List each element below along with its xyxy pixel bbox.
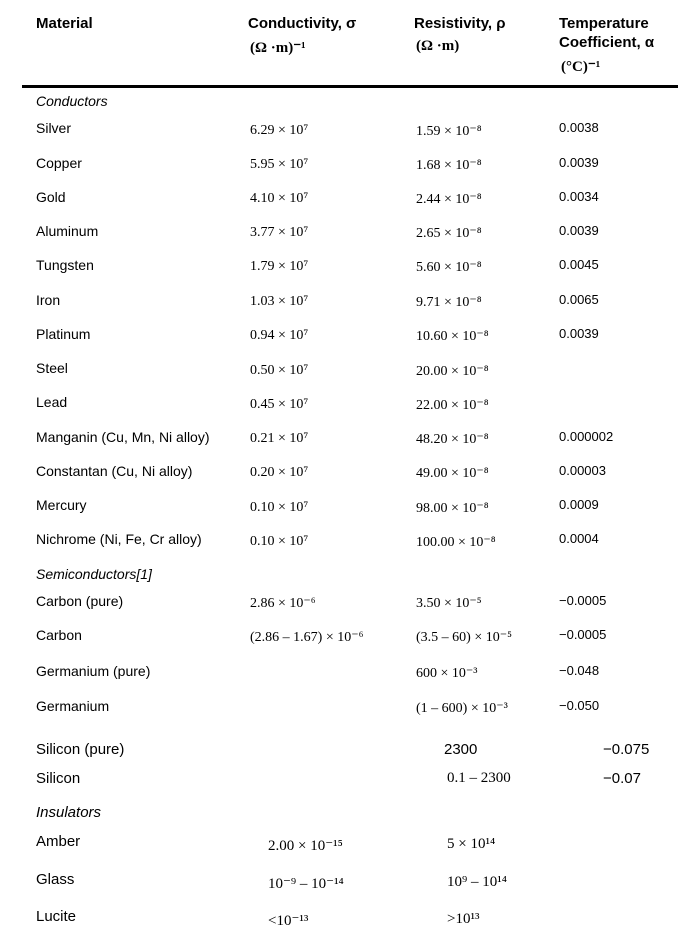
alpha-cell: 0.0009	[559, 497, 599, 512]
conductivity-cell: 1.03 × 10⁷	[250, 294, 309, 309]
category-semiconductors: Semiconductors[1]	[36, 566, 152, 582]
alpha-cell: 0.0039	[559, 223, 599, 238]
resistivity-cell: 48.20 × 10⁻⁸	[416, 432, 489, 447]
material-cell: Steel	[36, 360, 68, 376]
conductivity-cell: 1.79 × 10⁷	[250, 259, 309, 274]
material-cell: Silver	[36, 120, 72, 136]
resistivity-cell: 600 × 10⁻³	[416, 666, 478, 681]
conductivity-cell: 0.10 × 10⁷	[250, 500, 309, 515]
conductivity-cell: 0.20 × 10⁷	[250, 465, 309, 480]
resistivity-cell: 9.71 × 10⁻⁸	[416, 295, 482, 310]
conductivity-cell: 0.45 × 10⁷	[250, 397, 309, 412]
alpha-cell: −0.0005	[559, 593, 607, 608]
material-cell: Aluminum	[36, 223, 99, 239]
header-conductivity-unit: (Ω ·m)⁻¹	[250, 40, 306, 56]
alpha-cell: 0.0045	[559, 257, 599, 272]
conductivity-cell: 10⁻⁹ – 10⁻¹⁴	[268, 876, 344, 892]
conductivity-cell: 2.86 × 10⁻⁶	[250, 596, 316, 611]
conductivity-cell: 0.21 × 10⁷	[250, 431, 309, 446]
material-cell: Iron	[36, 292, 61, 308]
material-cell: Carbon	[36, 627, 82, 643]
material-cell: Germanium (pure)	[36, 663, 151, 679]
material-cell: Platinum	[36, 326, 91, 342]
alpha-cell: −0.07	[603, 770, 641, 787]
resistivity-cell: 1.59 × 10⁻⁸	[416, 124, 482, 139]
material-cell: Gold	[36, 189, 66, 205]
resistivity-cell: 98.00 × 10⁻⁸	[416, 501, 489, 516]
resistivity-cell: 49.00 × 10⁻⁸	[416, 466, 489, 481]
conductivity-cell: 3.77 × 10⁷	[250, 225, 309, 240]
resistivity-cell: 1.68 × 10⁻⁸	[416, 158, 482, 173]
header-resistivity-unit: (Ω ·m)	[416, 38, 460, 54]
resistivity-cell: 100.00 × 10⁻⁸	[416, 535, 496, 550]
material-cell: Germanium	[36, 698, 110, 714]
conductivity-cell: 6.29 × 10⁷	[250, 123, 309, 138]
resistivity-cell: 2.44 × 10⁻⁸	[416, 192, 482, 207]
header-temp-coeff-line1: Temperature	[559, 15, 649, 32]
resistivity-cell: 10⁹ – 10¹⁴	[447, 874, 507, 890]
conductivity-cell: 2.00 × 10⁻¹⁵	[268, 838, 343, 854]
resistivity-cell: 5.60 × 10⁻⁸	[416, 260, 482, 275]
alpha-cell: −0.0005	[559, 627, 607, 642]
header-temp-coeff-unit: (°C)⁻¹	[561, 59, 601, 75]
conductivity-cell: 0.50 × 10⁷	[250, 363, 309, 378]
resistivity-cell: 2300	[444, 741, 478, 758]
conductivity-cell: 5.95 × 10⁷	[250, 157, 309, 172]
header-conductivity: Conductivity, σ	[248, 15, 357, 32]
resistivity-cell: 22.00 × 10⁻⁸	[416, 398, 489, 413]
material-cell: Mercury	[36, 497, 87, 513]
alpha-cell: −0.048	[559, 663, 600, 678]
alpha-cell: 0.000002	[559, 429, 614, 444]
header-rule	[22, 85, 678, 88]
resistivity-cell: (3.5 – 60) × 10⁻⁵	[416, 630, 512, 645]
material-cell: Manganin (Cu, Mn, Ni alloy)	[36, 429, 210, 445]
resistivity-cell: 0.1 – 2300	[447, 770, 511, 786]
material-cell: Silicon (pure)	[36, 741, 125, 758]
material-cell: Lead	[36, 394, 68, 410]
alpha-cell: 0.0039	[559, 155, 599, 170]
resistivity-cell: 20.00 × 10⁻⁸	[416, 364, 489, 379]
alpha-cell: 0.0065	[559, 292, 599, 307]
alpha-cell: 0.00003	[559, 463, 606, 478]
alpha-cell: 0.0034	[559, 189, 599, 204]
resistivity-cell: (1 – 600) × 10⁻³	[416, 701, 508, 716]
category-conductors: Conductors	[36, 93, 108, 109]
conductivity-cell: <10⁻¹³	[268, 913, 309, 929]
material-cell: Nichrome (Ni, Fe, Cr alloy)	[36, 531, 202, 547]
alpha-cell: 0.0038	[559, 120, 599, 135]
material-cell: Silicon	[36, 770, 81, 787]
material-cell: Amber	[36, 833, 81, 850]
alpha-cell: −0.075	[603, 741, 650, 758]
header-resistivity: Resistivity, ρ	[414, 15, 506, 32]
material-cell: Copper	[36, 155, 82, 171]
alpha-cell: 0.0039	[559, 326, 599, 341]
resistivity-cell: >10¹³	[447, 911, 480, 927]
conductivity-cell: (2.86 – 1.67) × 10⁻⁶	[250, 630, 364, 645]
material-cell: Carbon (pure)	[36, 593, 124, 609]
header-material: Material	[36, 15, 93, 32]
material-cell: Constantan (Cu, Ni alloy)	[36, 463, 193, 479]
resistivity-cell: 2.65 × 10⁻⁸	[416, 226, 482, 241]
conductivity-cell: 0.10 × 10⁷	[250, 534, 309, 549]
material-cell: Lucite	[36, 908, 77, 925]
conductivity-cell: 0.94 × 10⁷	[250, 328, 309, 343]
resistivity-cell: 3.50 × 10⁻⁵	[416, 596, 482, 611]
material-cell: Tungsten	[36, 257, 94, 273]
alpha-cell: 0.0004	[559, 531, 599, 546]
alpha-cell: −0.050	[559, 698, 600, 713]
resistivity-cell: 5 × 10¹⁴	[447, 836, 496, 852]
material-cell: Glass	[36, 871, 75, 888]
conductivity-cell: 4.10 × 10⁷	[250, 191, 309, 206]
category-insulators: Insulators	[36, 804, 102, 821]
resistivity-cell: 10.60 × 10⁻⁸	[416, 329, 489, 344]
header-temp-coeff-line2: Coefficient, α	[559, 34, 655, 51]
